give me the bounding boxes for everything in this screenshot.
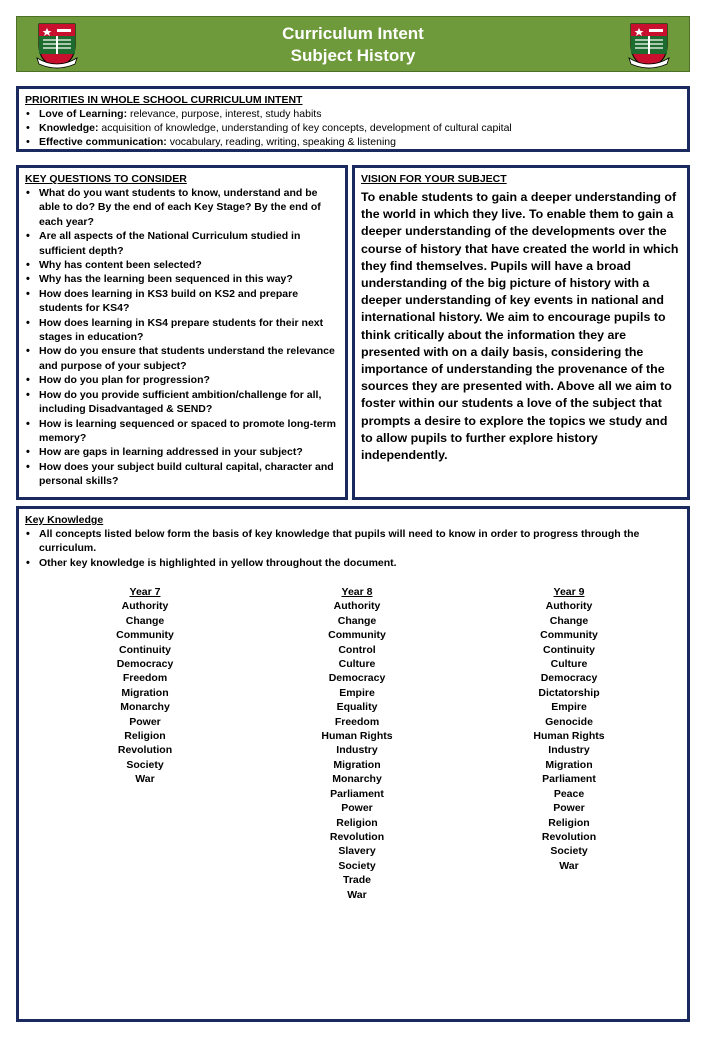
knowledge-term: Migration [545, 758, 593, 771]
list-item: • How are gaps in learning addressed in your subject? [26, 446, 303, 459]
priorities-box [16, 86, 690, 152]
key-questions-box [16, 165, 348, 500]
knowledge-term: Control [338, 643, 376, 656]
year-heading: Year 7 [129, 586, 161, 598]
key-questions-heading: KEY QUESTIONS TO CONSIDER [25, 173, 187, 185]
vision-heading: VISION FOR YOUR SUBJECT [361, 173, 507, 185]
knowledge-term: Religion [336, 816, 378, 829]
list-item: • All concepts listed below form the basis of key knowledge that pupils will need to know in order to progress through the curriculum. [26, 528, 640, 555]
key-knowledge-list [25, 527, 681, 570]
page-header [16, 16, 690, 72]
list-item: • Love of Learning: relevance, purpose, interest, study habits [26, 108, 322, 120]
key-knowledge-box [16, 506, 690, 1022]
knowledge-term: War [559, 859, 579, 872]
knowledge-term: Industry [548, 744, 590, 757]
knowledge-term: Revolution [117, 744, 173, 757]
list-item: • How do you ensure that students understand the relevance and purpose of your subject? [26, 345, 335, 372]
knowledge-term: Continuity [543, 643, 595, 656]
knowledge-term: Change [549, 614, 589, 627]
knowledge-term: Authority [333, 600, 381, 613]
knowledge-term: War [347, 888, 367, 901]
knowledge-term: Religion [548, 816, 590, 829]
knowledge-term: Parliament [330, 787, 384, 800]
title-line-2: Subject History [290, 46, 416, 65]
key-knowledge-heading: Key Knowledge [25, 514, 104, 526]
knowledge-term: Religion [124, 730, 166, 743]
knowledge-term: Community [328, 629, 386, 642]
knowledge-term: Migration [121, 686, 169, 699]
page-title [17, 23, 689, 67]
knowledge-term: Authority [121, 600, 169, 613]
knowledge-term: Monarchy [120, 701, 170, 714]
knowledge-term: Human Rights [321, 730, 393, 743]
list-item: • How do you plan for progression? [26, 374, 210, 387]
knowledge-term: Society [338, 859, 376, 872]
year-heading: Year 9 [553, 586, 585, 598]
knowledge-term: Freedom [122, 672, 168, 685]
key-questions-list [25, 186, 339, 489]
knowledge-term: Democracy [116, 658, 174, 671]
priorities-list [25, 107, 681, 149]
knowledge-term: Culture [338, 658, 376, 671]
knowledge-term: Monarchy [332, 773, 382, 786]
knowledge-term: Revolution [329, 830, 385, 843]
knowledge-term: Genocide [545, 715, 593, 728]
knowledge-term: Empire [551, 701, 587, 714]
priorities-heading: PRIORITIES IN WHOLE SCHOOL CURRICULUM INTENT [25, 94, 303, 106]
list-item: • How is learning sequenced or spaced to promote long-term memory? [26, 417, 336, 444]
list-item: • How does learning in KS4 prepare students for their next stages in education? [26, 316, 324, 344]
year-7-column [45, 585, 245, 787]
knowledge-term: Society [126, 758, 164, 771]
list-item: • How does your subject build cultural capital, character and personal skills? [26, 460, 334, 488]
knowledge-term: Slavery [338, 845, 376, 858]
knowledge-term: Empire [339, 686, 375, 699]
knowledge-term: Democracy [328, 672, 386, 685]
list-item: • Why has content been selected? [26, 259, 202, 272]
list-item: • Effective communication: vocabulary, reading, writing, speaking & listening [26, 136, 396, 148]
knowledge-term: Equality [336, 701, 378, 714]
knowledge-term: Community [116, 629, 174, 642]
year-heading: Year 8 [341, 586, 373, 598]
year-9-column [469, 585, 669, 873]
list-item: • Knowledge: acquisition of knowledge, understanding of key concepts, development of cultural capital [26, 122, 512, 134]
knowledge-term: Culture [550, 658, 588, 671]
school-crest-icon [627, 20, 671, 70]
knowledge-term: Change [337, 614, 377, 627]
knowledge-term: Change [125, 614, 165, 627]
knowledge-term: War [135, 773, 155, 786]
knowledge-term: Community [540, 629, 598, 642]
vision-text: To enable students to gain a deeper understanding of the world in which they live. To enable them to gain a deeper understanding of the developments over the course of history that have created the world in which they find themselves. Pupils will have a broad understanding of the big picture of history with a deeper understanding of key events in national and international history. We aim to encourage pupils to think critically about the information they are presented with on a daily basis, considering the importance of understanding the provenance of the sources they are presented with. Above all we aim to foster within our students a love of the subject that prompts a desire to explore the topics we study and to allow pupils to further explore history independently. [361, 190, 679, 463]
knowledge-term: Human Rights [533, 730, 605, 743]
knowledge-term: Authority [545, 600, 593, 613]
knowledge-term: Industry [336, 744, 378, 757]
list-item: • Why has the learning been sequenced in this way? [26, 273, 293, 286]
knowledge-term: Revolution [541, 830, 597, 843]
knowledge-term: Migration [333, 758, 381, 771]
knowledge-term: Freedom [334, 715, 380, 728]
knowledge-term: Trade [342, 874, 371, 887]
knowledge-term: Power [129, 715, 161, 728]
knowledge-term: Power [553, 802, 585, 815]
knowledge-term: Power [341, 802, 373, 815]
knowledge-term: Parliament [542, 773, 596, 786]
vision-box [352, 165, 690, 500]
list-item: • How does learning in KS3 build on KS2 and prepare students for KS4? [26, 287, 299, 315]
title-line-1: Curriculum Intent [282, 24, 424, 43]
knowledge-term: Peace [553, 787, 585, 800]
knowledge-term: Democracy [540, 672, 598, 685]
list-item: • Are all aspects of the National Curriculum studied in sufficient depth? [26, 230, 301, 257]
knowledge-term: Society [550, 845, 588, 858]
knowledge-term: Continuity [119, 643, 171, 656]
year-8-column [257, 585, 457, 902]
list-item: • Other key knowledge is highlighted in yellow throughout the document. [26, 556, 397, 569]
list-item: • What do you want students to know, understand and be able to do? By the end of each Key Stage? By the end of each year? [26, 187, 321, 228]
list-item: • How do you provide sufficient ambition/challenge for all, including Disadvantaged & SEND? [26, 388, 322, 416]
knowledge-term: Dictatorship [538, 686, 600, 699]
